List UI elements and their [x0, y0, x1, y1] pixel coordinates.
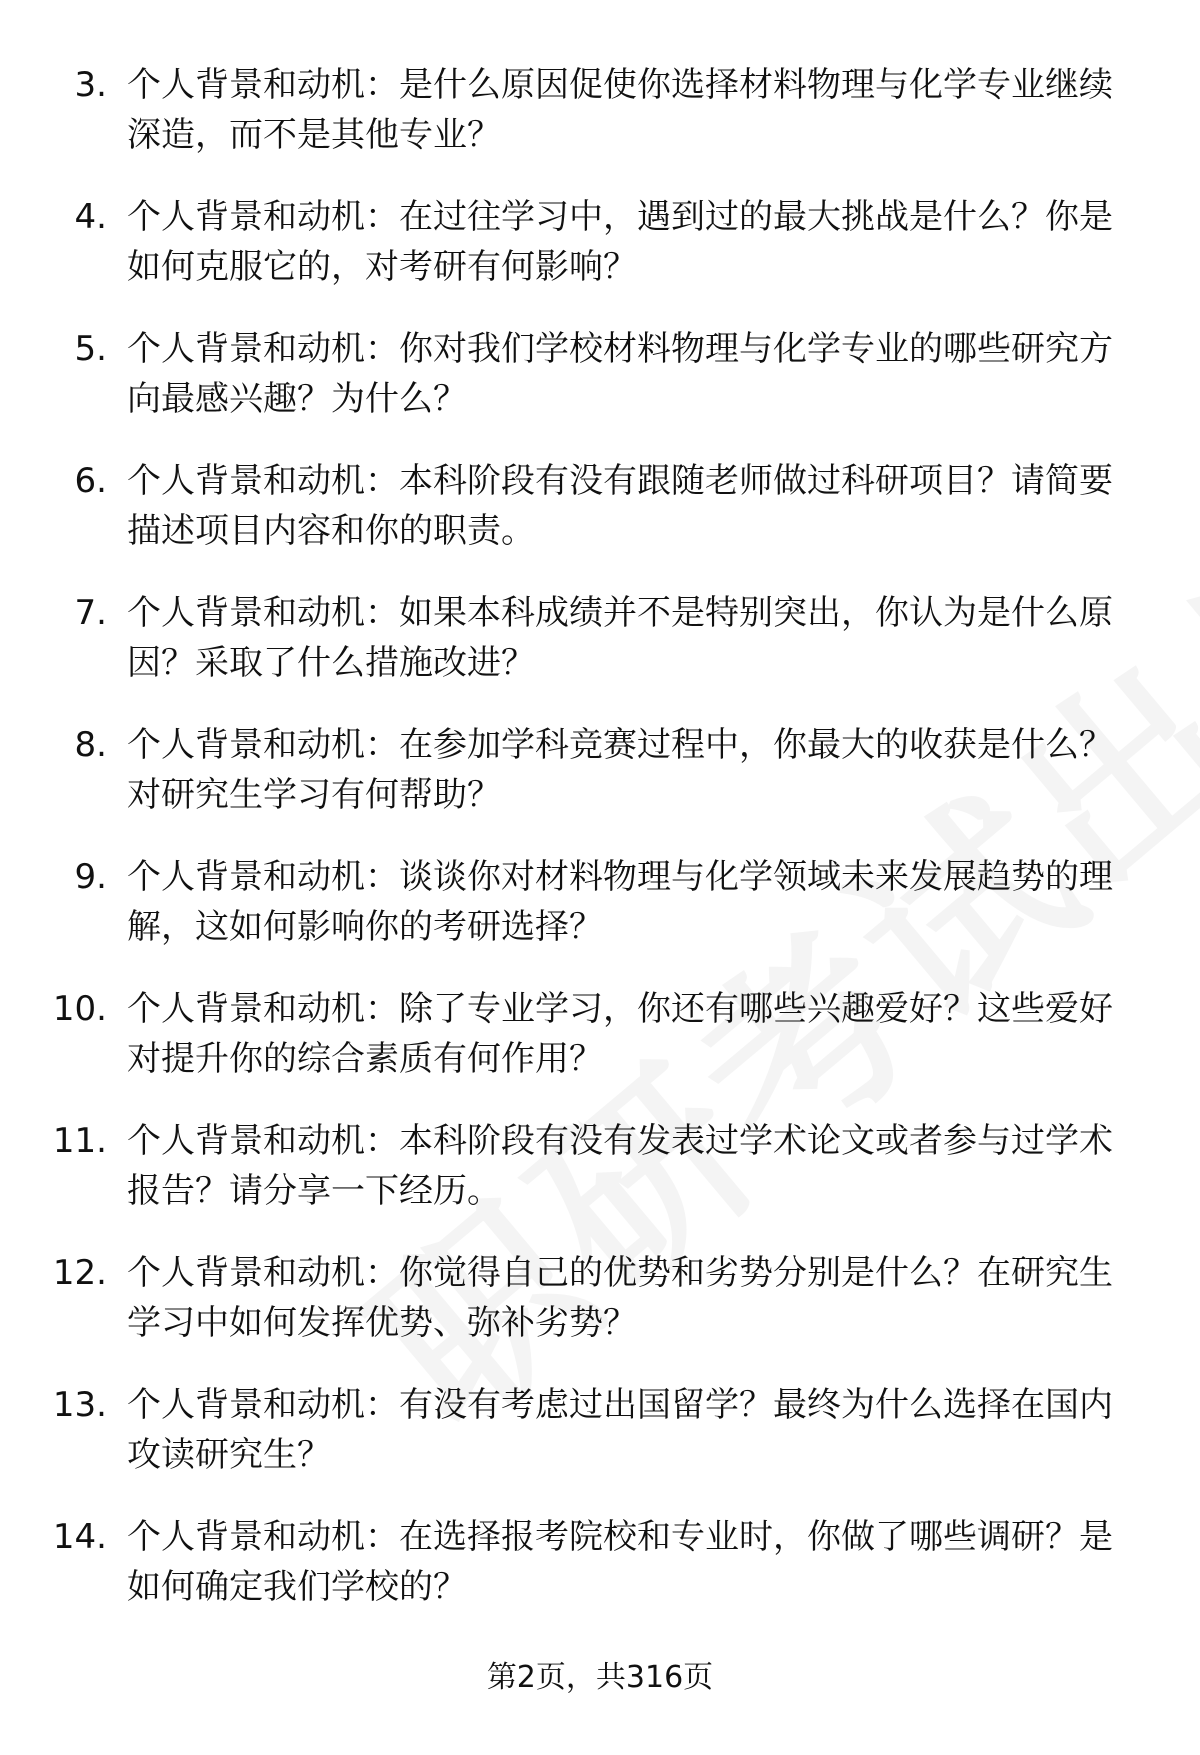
question-text: 个人背景和动机：你觉得自己的优势和劣势分别是什么？在研究生学习中如何发挥优势、弥补劣势？	[127, 1253, 1113, 1343]
question-text: 个人背景和动机：在选择报考院校和专业时，你做了哪些调研？是如何确定我们学校的？	[127, 1517, 1113, 1607]
question-text: 个人背景和动机：如果本科成绩并不是特别突出，你认为是什么原因？采取了什么措施改进？	[127, 593, 1113, 683]
list-item	[0, 1116, 1200, 1248]
list-item	[0, 984, 1200, 1116]
question-number: 13.	[52, 1385, 107, 1425]
question-number: 9.	[74, 857, 107, 897]
question-text: 个人背景和动机：除了专业学习，你还有哪些兴趣爱好？这些爱好对提升你的综合素质有何作用？	[127, 989, 1113, 1079]
question-text: 个人背景和动机：在参加学科竞赛过程中，你最大的收获是什么？对研究生学习有何帮助？	[127, 725, 1113, 815]
list-item	[0, 324, 1200, 456]
list-item	[0, 852, 1200, 984]
question-number: 4.	[74, 197, 107, 237]
question-number: 3.	[74, 65, 107, 105]
question-number: 12.	[52, 1253, 107, 1293]
question-list	[0, 60, 1200, 1644]
question-text: 个人背景和动机：你对我们学校材料物理与化学专业的哪些研究方向最感兴趣？为什么？	[127, 329, 1113, 419]
list-item	[0, 1512, 1200, 1644]
question-number: 10.	[52, 989, 107, 1029]
question-text: 个人背景和动机：谈谈你对材料物理与化学领域未来发展趋势的理解，这如何影响你的考研选择？	[127, 857, 1113, 947]
question-text: 个人背景和动机：是什么原因促使你选择材料物理与化学专业继续深造，而不是其他专业？	[127, 65, 1113, 155]
question-number: 11.	[52, 1121, 107, 1161]
list-item	[0, 720, 1200, 852]
question-text: 个人背景和动机：本科阶段有没有跟随老师做过科研项目？请简要描述项目内容和你的职责。	[127, 461, 1113, 551]
list-item	[0, 1248, 1200, 1380]
list-item	[0, 1380, 1200, 1512]
question-number: 5.	[74, 329, 107, 369]
question-number: 14.	[52, 1517, 107, 1557]
question-number: 8.	[74, 725, 107, 765]
question-number: 6.	[74, 461, 107, 501]
list-item	[0, 192, 1200, 324]
list-item	[0, 456, 1200, 588]
question-text: 个人背景和动机：有没有考虑过出国留学？最终为什么选择在国内攻读研究生？	[127, 1385, 1113, 1475]
question-number: 7.	[74, 593, 107, 633]
list-item	[0, 60, 1200, 192]
page-number: 第2页，共316页	[486, 1660, 714, 1695]
question-text: 个人背景和动机：本科阶段有没有发表过学术论文或者参与过学术报告？请分享一下经历。	[127, 1121, 1113, 1211]
list-item	[0, 588, 1200, 720]
question-text: 个人背景和动机：在过往学习中，遇到过的最大挑战是什么？你是如何克服它的，对考研有何影响？	[127, 197, 1113, 287]
